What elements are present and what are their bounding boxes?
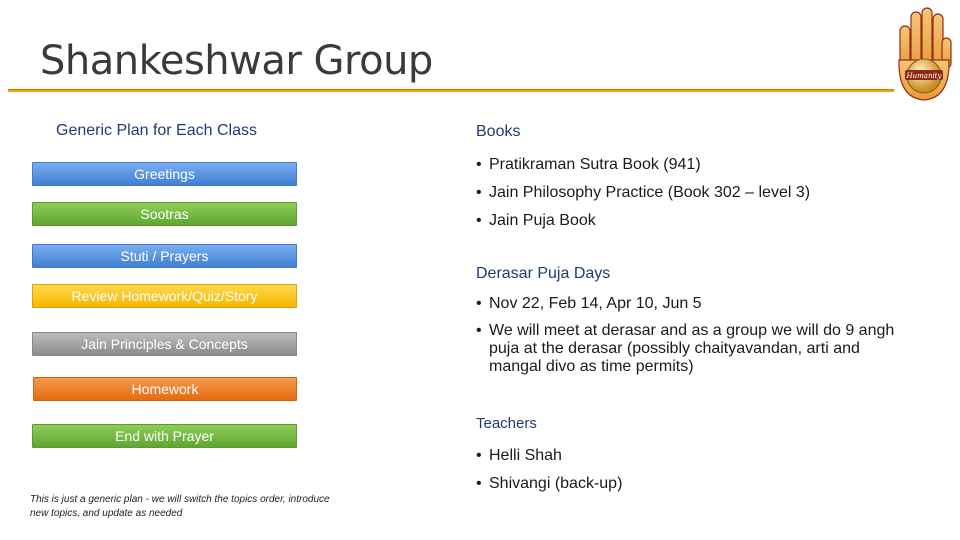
plan-step-review-homework: Review Homework/Quiz/Story — [32, 284, 297, 308]
puja-days-heading: Derasar Puja Days — [476, 265, 611, 282]
title-underline — [8, 89, 894, 92]
plan-step-greetings: Greetings — [32, 162, 297, 186]
jain-hand-symbol-icon — [896, 6, 952, 102]
plan-step-stuti-prayers: Stuti / Prayers — [32, 244, 297, 268]
list-item: • Jain Philosophy Practice (Book 302 – level 3) — [476, 179, 810, 207]
teachers-heading: Teachers — [476, 415, 537, 432]
list-item: • Jain Puja Book — [476, 207, 810, 235]
logo-text: Humanity — [906, 72, 942, 80]
list-item: • Shivangi (back-up) — [476, 470, 622, 498]
plan-heading: Generic Plan for Each Class — [56, 122, 257, 139]
books-list — [476, 151, 810, 235]
list-item: • We will meet at derasar and as a group we will do 9 angh puja at the derasar (possibly chaityavandan, arti and mangal divo as time permits) — [476, 322, 896, 376]
plan-step-sootras: Sootras — [32, 202, 297, 226]
list-item: • Pratikraman Sutra Book (941) — [476, 151, 810, 179]
list-item: • Nov 22, Feb 14, Apr 10, Jun 5 — [476, 294, 896, 314]
plan-step-end-with-prayer: End with Prayer — [32, 424, 297, 448]
puja-days-list — [476, 294, 896, 376]
teachers-list — [476, 442, 622, 498]
plan-step-jain-principles: Jain Principles & Concepts — [32, 332, 297, 356]
books-heading: Books — [476, 123, 521, 140]
plan-note: This is just a generic plan - we will switch the topics order, introduce new topics, and update as needed — [30, 494, 330, 519]
page-title: Shankeshwar Group — [40, 38, 433, 84]
list-item: • Helli Shah — [476, 442, 622, 470]
plan-step-homework: Homework — [33, 377, 297, 401]
